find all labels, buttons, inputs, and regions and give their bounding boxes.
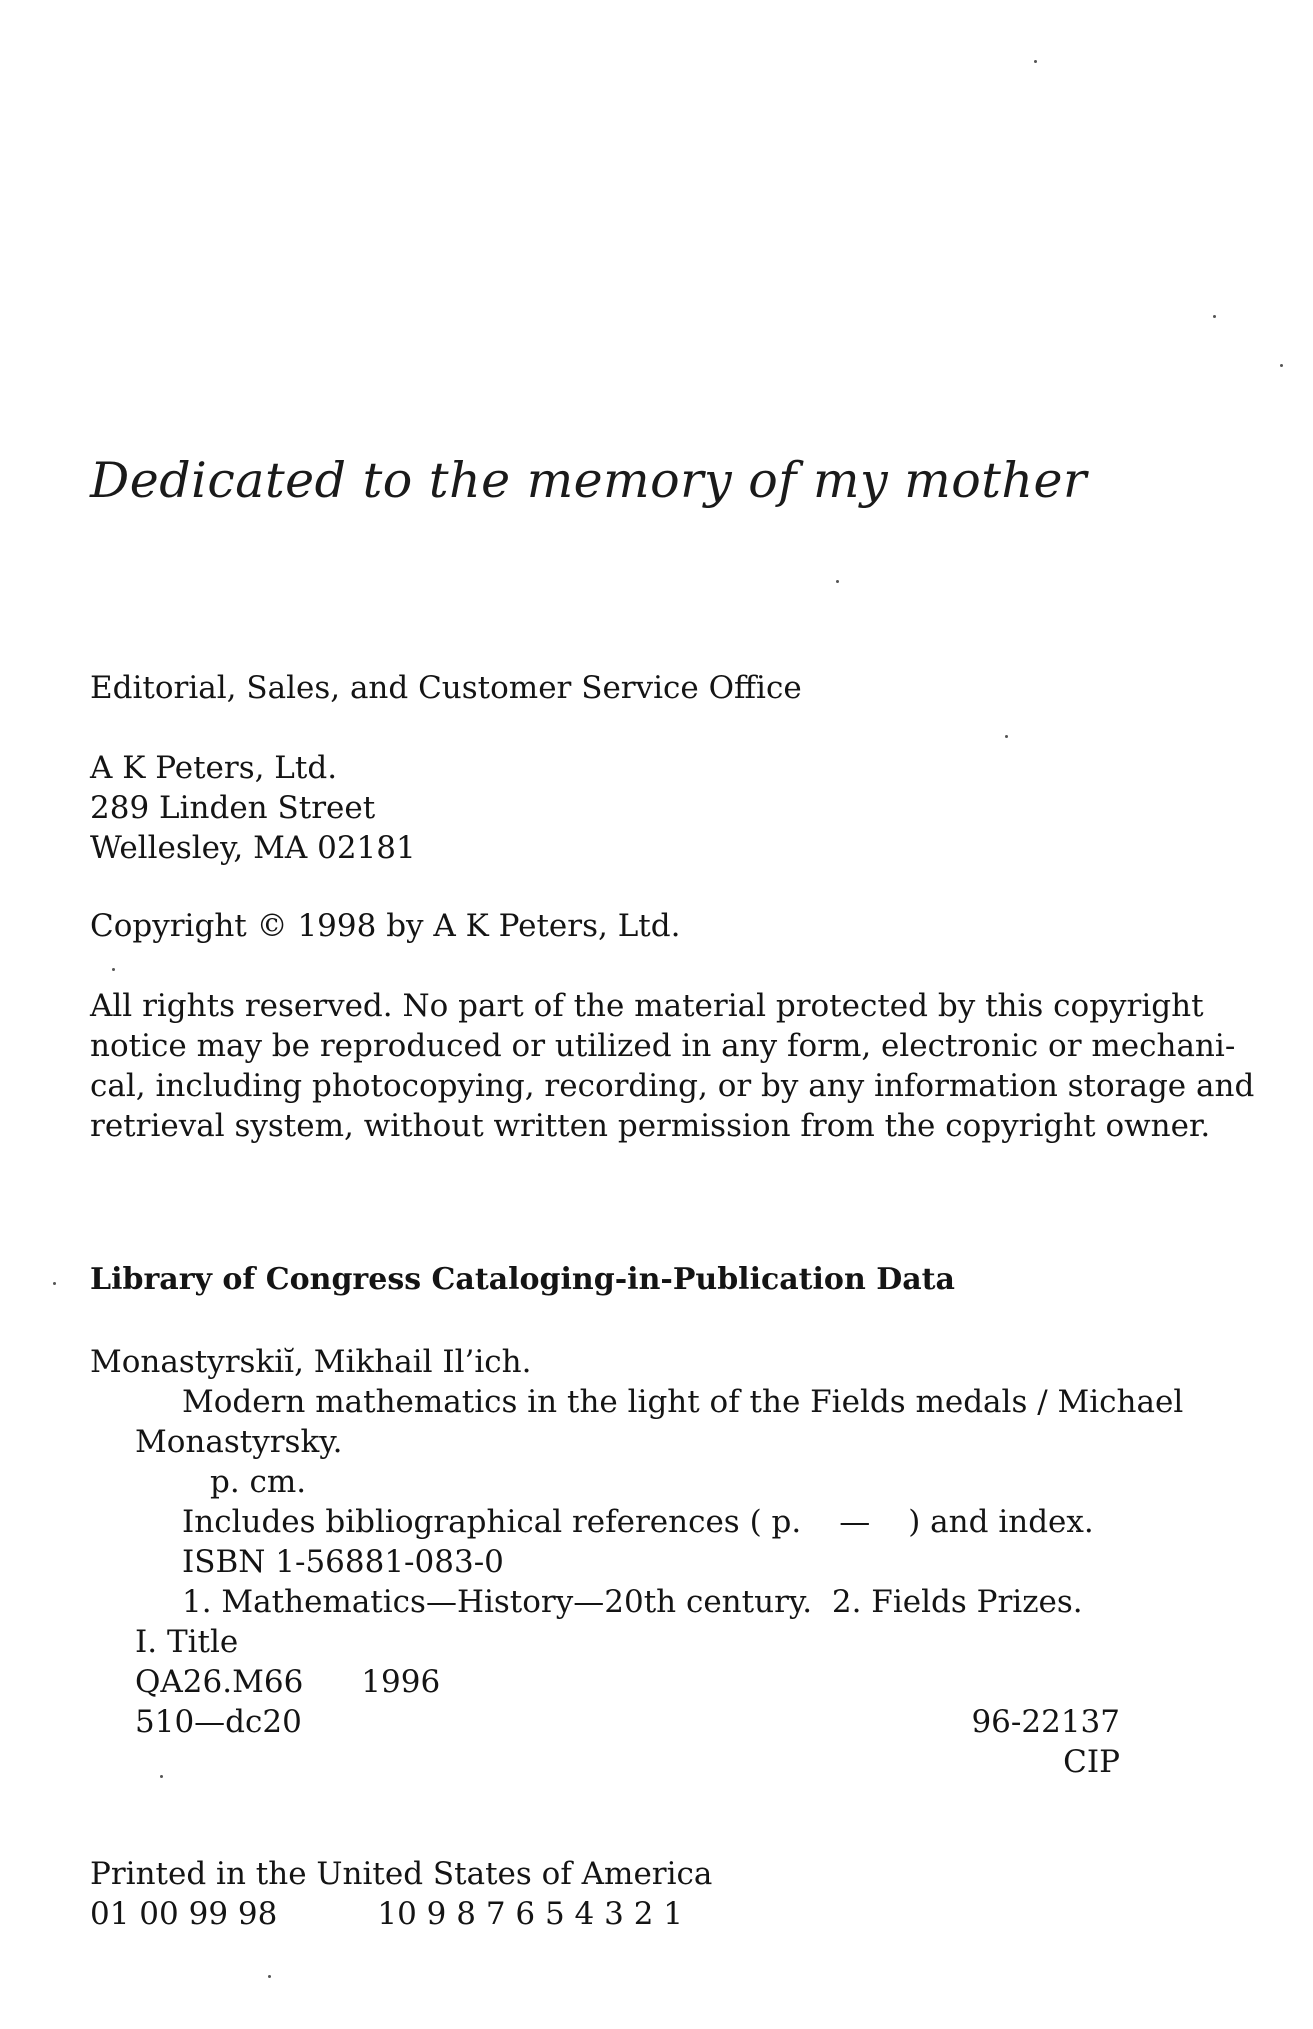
printed-country: Printed in the United States of America bbox=[90, 1856, 713, 1892]
publisher-city: Wellesley, MA 02181 bbox=[90, 830, 416, 866]
scan-speck bbox=[1005, 735, 1008, 738]
publisher-address bbox=[90, 748, 416, 868]
rights-line: retrieval system, without written permission from the copyright owner. bbox=[90, 1108, 1211, 1144]
cip-record bbox=[90, 1342, 1184, 1782]
scan-speck bbox=[1034, 60, 1037, 63]
scan-speck bbox=[160, 1775, 163, 1778]
cip-lc-number: QA26.M66 bbox=[135, 1664, 304, 1700]
cip-biblio-a: Includes bibliographical references ( p. bbox=[182, 1504, 802, 1540]
cip-subjects bbox=[90, 1582, 1140, 1622]
cip-pcm: p. cm. bbox=[210, 1464, 307, 1500]
rights-line: cal, including photocopying, recording, or by any information storage and bbox=[90, 1068, 1255, 1104]
cip-bibliography bbox=[90, 1502, 1140, 1542]
scan-speck bbox=[268, 1975, 271, 1978]
rights-line: notice may be reproduced or utilized in any form, electronic or mechani- bbox=[90, 1028, 1236, 1064]
printing-years: 01 00 99 98 bbox=[90, 1896, 278, 1932]
cip-author: Monastyrskiĭ, Mikhail Il’ich. bbox=[90, 1344, 532, 1380]
cip-title-line: Modern mathematics in the light of the Fields medals / Michael bbox=[182, 1384, 1184, 1420]
copyright-notice: Copyright © 1998 by A K Peters, Ltd. bbox=[90, 908, 681, 944]
cip-label: CIP bbox=[1063, 1744, 1120, 1780]
scan-speck bbox=[1213, 315, 1216, 318]
scan-speck bbox=[1280, 364, 1283, 367]
cip-biblio-dash: — bbox=[839, 1504, 871, 1540]
cip-isbn: ISBN 1-56881-083-0 bbox=[182, 1544, 504, 1580]
scan-speck bbox=[53, 1282, 56, 1285]
cip-label-line bbox=[90, 1742, 1140, 1782]
scan-speck bbox=[112, 968, 115, 971]
cip-subject-1: 1. Mathematics—History—20th century. bbox=[182, 1584, 813, 1620]
dedication: Dedicated to the memory of my mother bbox=[90, 452, 1087, 509]
cip-biblio-b: ) and index. bbox=[908, 1504, 1094, 1540]
cip-dewey: 510—dc20 bbox=[135, 1704, 302, 1740]
cip-roman-title: I. Title bbox=[135, 1624, 239, 1660]
cip-lc-year: 1996 bbox=[361, 1664, 441, 1700]
publisher-street: 289 Linden Street bbox=[90, 790, 376, 826]
rights-statement bbox=[90, 986, 1255, 1146]
publisher-name: A K Peters, Ltd. bbox=[90, 750, 338, 786]
printing-line bbox=[90, 1894, 712, 1934]
rights-line: All rights reserved. No part of the material protected by this copyright bbox=[90, 988, 1204, 1024]
cip-dewey-line bbox=[90, 1702, 1140, 1742]
office-heading: Editorial, Sales, and Customer Service Office bbox=[90, 670, 802, 706]
scan-speck bbox=[836, 580, 839, 583]
cip-title-line: Monastyrsky. bbox=[135, 1424, 343, 1460]
cip-lccn: 96-22137 bbox=[971, 1704, 1120, 1740]
cip-lc-class bbox=[90, 1662, 1140, 1702]
printing-info bbox=[90, 1854, 712, 1934]
cip-subject-2: 2. Fields Prizes. bbox=[831, 1584, 1083, 1620]
printing-impression: 10 9 8 7 6 5 4 3 2 1 bbox=[377, 1896, 683, 1932]
cip-heading: Library of Congress Cataloging-in-Publication Data bbox=[90, 1262, 955, 1297]
